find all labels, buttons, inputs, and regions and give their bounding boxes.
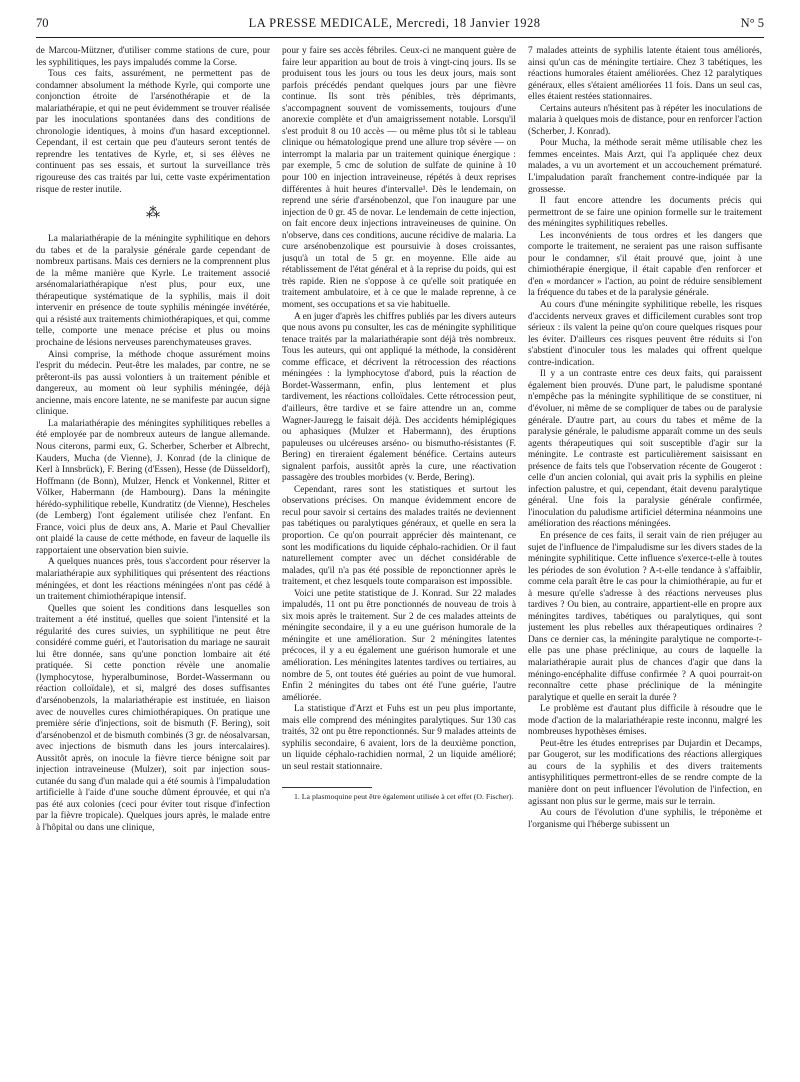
paragraph: A en juger d'après les chiffres publiés par les divers auteurs que nous avons pu consulter, les cas de méningite syphilitique tenace traités par la malariathérapie sont déjà très nombreux. Tous les auteurs, qui ont appliqué la méthode, la considèrent comme efficace, et décrivent la rétrocession des réactions méningées : la lymphocytose d'abord, puis la réaction de Bordet-Wassermann, enfin, plus lentement et plus tardivement, les réactions colloïdales. Cette rétrocession peut, d'ailleurs, être tardive et se faire attendre un an, comme Wagner-Jauregg le faisait déjà. Des accidents hémiplégiques ou aphasiques (Mulzer et Habermann), des éruptions papuleuses ou ulcéreuses arséno- ou bismutho-résistantes (F. Bering) en tireraient également bénéfice. Certains auteurs signalent parfois, aussitôt après la cure, une réactivation passagère des troubles morbides (v. Berde, Bering). xyxy=(282,311,516,484)
section-separator-asterism: ⁂ xyxy=(146,206,160,222)
paragraph: Il y a un contraste entre ces deux faits, qui paraissent également bien prouvés. D'une part, le paludisme spontané n'empêche pas la méningite syphilitique de se constituer, ni d'évoluer, ni même de se compliquer de tabes ou de paralysie générale. D'autre part, au cours du tabes et même de la paralysie générale, le paludisme apparaît comme un des seuls agents thérapeutiques qui soit susceptible d'agir sur la méningite. Le contraste est particulièrement saisissant en présence de faits tels que l'observation récente de Gougerot : celle d'un ancien colonial, qui avait pris la syphilis en pleine infection palustre, et qui, cependant, était devenu paralytique général. Une fois la paralysie générale confirmée, l'inoculation du paludisme artificiel détermina néanmoins une amélioration des réactions méningées. xyxy=(528,369,762,530)
page-number: 70 xyxy=(36,16,49,30)
footnote: 1. La plasmoquine peut être également utilisée à cet effet (O. Fischer). xyxy=(294,792,514,802)
paragraph: Voici une petite statistique de J. Konrad. Sur 22 malades impaludés, 11 ont pu être ponctionnés de nouveau de trois à six mois après le traitement. Sur 2 de ces malades atteints de méningite secondaire, il y a eu une guérison humorale de la méningite et une amélioration. Sur 2 méningites latentes précoces, il y a eu également une guérison humorale et une amélioration. Les méningites latentes tardives ou tertiaires, au nombre de 5, ont toutes été guéries au point de vue humoral. Enfin 2 méningites du tabes ont été l'une guérie, l'autre améliorée. xyxy=(282,588,516,703)
article-columns xyxy=(36,46,764,1066)
column-2 xyxy=(282,46,516,1066)
paragraph: La statistique d'Arzt et Fuhs est un peu plus importante, mais elle comprend des méningites paralytiques. Sur 130 cas traités, 32 ont pu être reponctionnés. Sur 9 malades atteints de syphilis secondaire, 6 avaient, lors de la deuxième ponction, un liquide céphalo-rachidien normal, 2 un liquide amélioré; un seul restait stationnaire. xyxy=(282,704,516,772)
paragraph: En présence de ces faits, il serait vain de rien préjuger au sujet de l'influence de l'impaludisme sur les divers stades de la méningite syphilitique. Cette influence s'exerce-t-elle à toutes les périodes de son évolution ? A-t-elle tendance à s'affaiblir, comme cela paraît être le cas pour la chimiothérapie, au fur et à mesure qu'elle s'adresse à des réactions nerveuses plus tardives ? Ou bien, au contraire, appartient-elle en propre aux méningites tardives, tabétiques ou paralytiques, qui sont justement les plus rebelles aux thérapeutiques ordinaires ? Dans ce dernier cas, la méningite paralytique ne comporte-t-elle pas une phase préclinique, au cours de laquelle la malariathérapie aurait plus de chances d'agir que dans la méningo-encéphalite diffuse confirmée ? A quoi pourrait-on reconnaître cette phase préclinique de la méningite paralytique et quelle en serait la durée ? xyxy=(528,530,762,703)
paragraph: Les inconvénients de tous ordres et les dangers que comporte le traitement, ne seraient pas une raison suffisante pour le condamner, s'il était prouvé que, joint à une chimiothérapie énergique, il était capable d'en renforcer et d'en « mordancer » l'action, au point de réduire sensiblement la fréquence du tabes et de la paralysie générale. xyxy=(528,230,762,299)
paragraph: Pour Mucha, la méthode serait même utilisable chez les femmes enceintes. Mais Arzt, qui l'a appliquée chez deux malades, a vu un avortement et un accouchement prématuré. L'impaludation paraît franchement contre-indiquée par la grossesse. xyxy=(528,138,762,195)
paragraph: La malariathérapie de la méningite syphilitique en dehors du tabes et de la paralysie générale garde cependant de nombreux partisans. Mais ces derniers ne la comprennent plus de la même manière que Kyrle. Le traitement associé arsénomalariathérapique n'est plus, pour eux, une thérapeutique systématique de la syphilis, mais il doit intervenir en présence de toute syphilis méningée invétérée, qui a résisté aux traitements chimiothérapiques, et qui, comme telle, comporte une menace précise et plus ou moins prochaine de lésions nerveuses parenchymateuses graves. xyxy=(36,234,270,349)
paragraph: Cependant, rares sont les statistiques et surtout les observations précises. On manque évidemment encore de recul pour savoir si certains des malades traités ne deviennent pas tabétiques ou paralytiques généraux, et quelle en sera la proportion. Ce qu'on pourrait apprécier dès maintenant, ce sont les modifications du liquide céphalo-rachidien. Or il faut naturellement compter avec un déchet considérable de malades, qu'il n'a pas été possible de reponctionner après le traitement, et chez lesquels toute comparaison est impossible. xyxy=(282,484,516,588)
column-1 xyxy=(36,46,270,1066)
paragraph: Peut-être les études entreprises par Dujardin et Decamps, par Gougerot, sur les modifications des réactions allergiques au cours de la syphilis et des divers traitements antisyphilitiques permettront-elles de se rendre compte de la manière dont on peut influencer l'évolution de l'infection, en agissant non plus sur le germe, mais sur le terrain. xyxy=(528,738,762,807)
paragraph: Certains auteurs n'hésitent pas à répéter les inoculations de malaria à quelques mois de distance, pour en renforcer l'action (Scherber, J. Konrad). xyxy=(528,103,762,137)
paragraph: La malariathérapie des méningites syphilitiques rebelles a été employée par de nombreux auteurs de langue allemande. Nous citerons, parmi eux, G. Scherber, Scherber et Albrecht, Kauders, Mucha (de Vienne), J. Konrad (de la clinique de Kerl à Innsbrück), F. Bering (d'Essen), Hesse (de Düsseldorf), Hoffmann (de Bonn), Mulzer, Henck et Vonkennel, Ritter et Völker, Habermann (de Hambourg). Dans la méningite hérédo-syphilitique rebelle, Kundratitz (de Vienne), Hescheles (de Lemberg) l'ont également utilisée chez l'enfant. En France, voici plus de deux ans, A. Marie et Paul Chevallier ont plaidé la cause de cette méthode, en faveur de laquelle ils rapportaient une observation bien suivie. xyxy=(36,418,270,556)
footnote-rule xyxy=(282,787,372,788)
page-header xyxy=(36,16,764,36)
paragraph: Ainsi comprise, la méthode choque assurément moins l'esprit du médecin. Peut-être les malades, par contre, ne se prêteront-ils pas aussi volontiers à un traitement pénible et dangereux, au moment où leur syphilis méningée, déjà ancienne, mais encore latente, ne se manifeste par aucun signe clinique. xyxy=(36,349,270,418)
header-rule xyxy=(36,37,764,38)
issue-number: N° 5 xyxy=(740,16,764,30)
paragraph: Quelles que soient les conditions dans lesquelles son traitement a été institué, quelles que soient l'intensité et la régularité des cures suivies, un syphilitique ne peut être considéré comme guéri, et l'autorisation du mariage ne saurait lui être donnée, sans qu'une ponction lombaire ait été pratiquée. Si cette ponction révèle une anomalie (lymphocytose, hyperalbuminose, Bordet-Wassermann ou réaction colloïdale), et si, malgré des doses suffisantes d'arsénobenzols, la malariathérapie est instituée, en liaison avec de nouvelles cures chimiothérapiques. On pratique une première série d'injections, soit de bismuth (F. Bering), soit d'arsénobenzol et de bismuth combinés (3 gr. de néosalvarsan, avec injections de bismuth dans les jours intercalaires). Aussitôt après, on inocule la fièvre tierce bénigne soit par injection intraveineuse (Mulzer), soit par injection sous-cutanée du sang d'un malade qui a été soumis à l'impaludation artificielle à l'aide d'une souche dûment éprouvée, et qui n'a pas été aux colonies (ceci pour éviter tout risque d'infection par la fièvre tropicale). Quelques jours après, le malade entre à l'hôpital ou dans une clinique, xyxy=(36,603,270,833)
paragraph: Il faut encore attendre les documents précis qui permettront de se faire une opinion formelle sur le traitement des méningites syphilitiques rebelles. xyxy=(528,196,762,230)
column-3 xyxy=(528,46,762,1066)
paragraph: Tous ces faits, assurément, ne permettent pas de condamner absolument la méthode Kyrle, qui comporte une conjonction étroite de l'arsénothérapie et de la malariathérapie, et qui ne peut évidemment se trouver réalisée par les inoculations spontanées dans des conditions de chronologie identiques, à moins d'un hasard exceptionnel. Cependant, il est certain que peu d'auteurs seront tentés de reprendre les tentatives de Kyrle, et, si ses élèves ne continuent pas ses essais, et surtout la surveillance très rigoureuse des cas traités par lui, cette vaste expérimentation risque de rester inutile. xyxy=(36,69,270,195)
journal-title: LA PRESSE MEDICALE, Mercredi, 18 Janvier 1928 xyxy=(248,16,541,30)
paragraph: Le problème est d'autant plus difficile à résoudre que le mode d'action de la malariathérapie reste inconnu, malgré les nombreuses hypothèses émises. xyxy=(528,704,762,738)
paragraph: A quelques nuances près, tous s'accordent pour réserver la malariathérapie aux syphilitiques qui présentent des réactions méningées, et dont les réactions méningées n'ont pas cédé à un traitement chimiothérapique intensif. xyxy=(36,557,270,603)
paragraph: pour y faire ses accès fébriles. Ceux-ci ne manquent guère de faire leur apparition au bout de trois à vingt-cinq jours. Ils se produisent tous les jours ou tous les deux jours, mais sont parfois précédés pendant quelques jours par une fièvre continue. Ils sont très pénibles, très déprimants, s'accompagnent souvent de vomissements, toujours d'une anorexie complète et d'un amaigrissement notable. Lorsqu'il s'est produit 8 ou 10 accès — ou même plus tôt si le tableau clinique ou hématologique prend une allure trop sévère — on interrompt la malaria par un traitement quinique énergique : par exemple, 5 cmc de solution de sulfate de quinine à 10 pour 100 en injection intraveineuse, répétés à deux reprises différentes à huit heures d'intervalle¹. Dès le lendemain, on reprend une série d'arsénobenzol, que l'on inaugure par une injection de 0 gr. 45 de novar. Le lendemain de cette injection, on fait encore deux injections intraveineuses de quinine. On n'observe, dans ces conditions, aucune récidive de malaria. La cure arsénobenzolique est poursuivie à doses croissantes, jusqu'à un total de 5 gr. en moyenne. Elle aide au rétablissement de l'état général et à la reprise du poids, qui est très rapide. Rien ne s'oppose à ce qu'elle soit pratiquée en traitement ambulatoire, et à ce que le malade reprenne, à ce moment, ses occupations et sa vie habituelle. xyxy=(282,46,516,311)
paragraph: de Marcou-Mützner, d'utiliser comme stations de cure, pour les syphilitiques, les pays impaludés comme la Corse. xyxy=(36,46,270,68)
paragraph: Au cours de l'évolution d'une syphilis, le tréponème et l'organisme qui l'héberge subissent un xyxy=(528,808,762,830)
paragraph: 7 malades atteints de syphilis latente étaient tous améliorés, ainsi qu'un cas de méningite tertiaire. Chez 3 tabétiques, les réactions humorales étaient améliorées. Chez 12 paralytiques généraux, elles s'étaient améliorées 11 fois. Dans un seul cas, elles étaient restées stationnaires. xyxy=(528,46,762,103)
paragraph: Au cours d'une méningite syphilitique rebelle, les risques d'accidents nerveux graves et difficilement curables sont trop sérieux : ils valent la peine qu'on coure quelques risques pour les éviter. D'ailleurs ces risques peuvent être réduits si l'on s'abstient d'inoculer tous les malades qui offrent quelque contre-indication. xyxy=(528,300,762,368)
